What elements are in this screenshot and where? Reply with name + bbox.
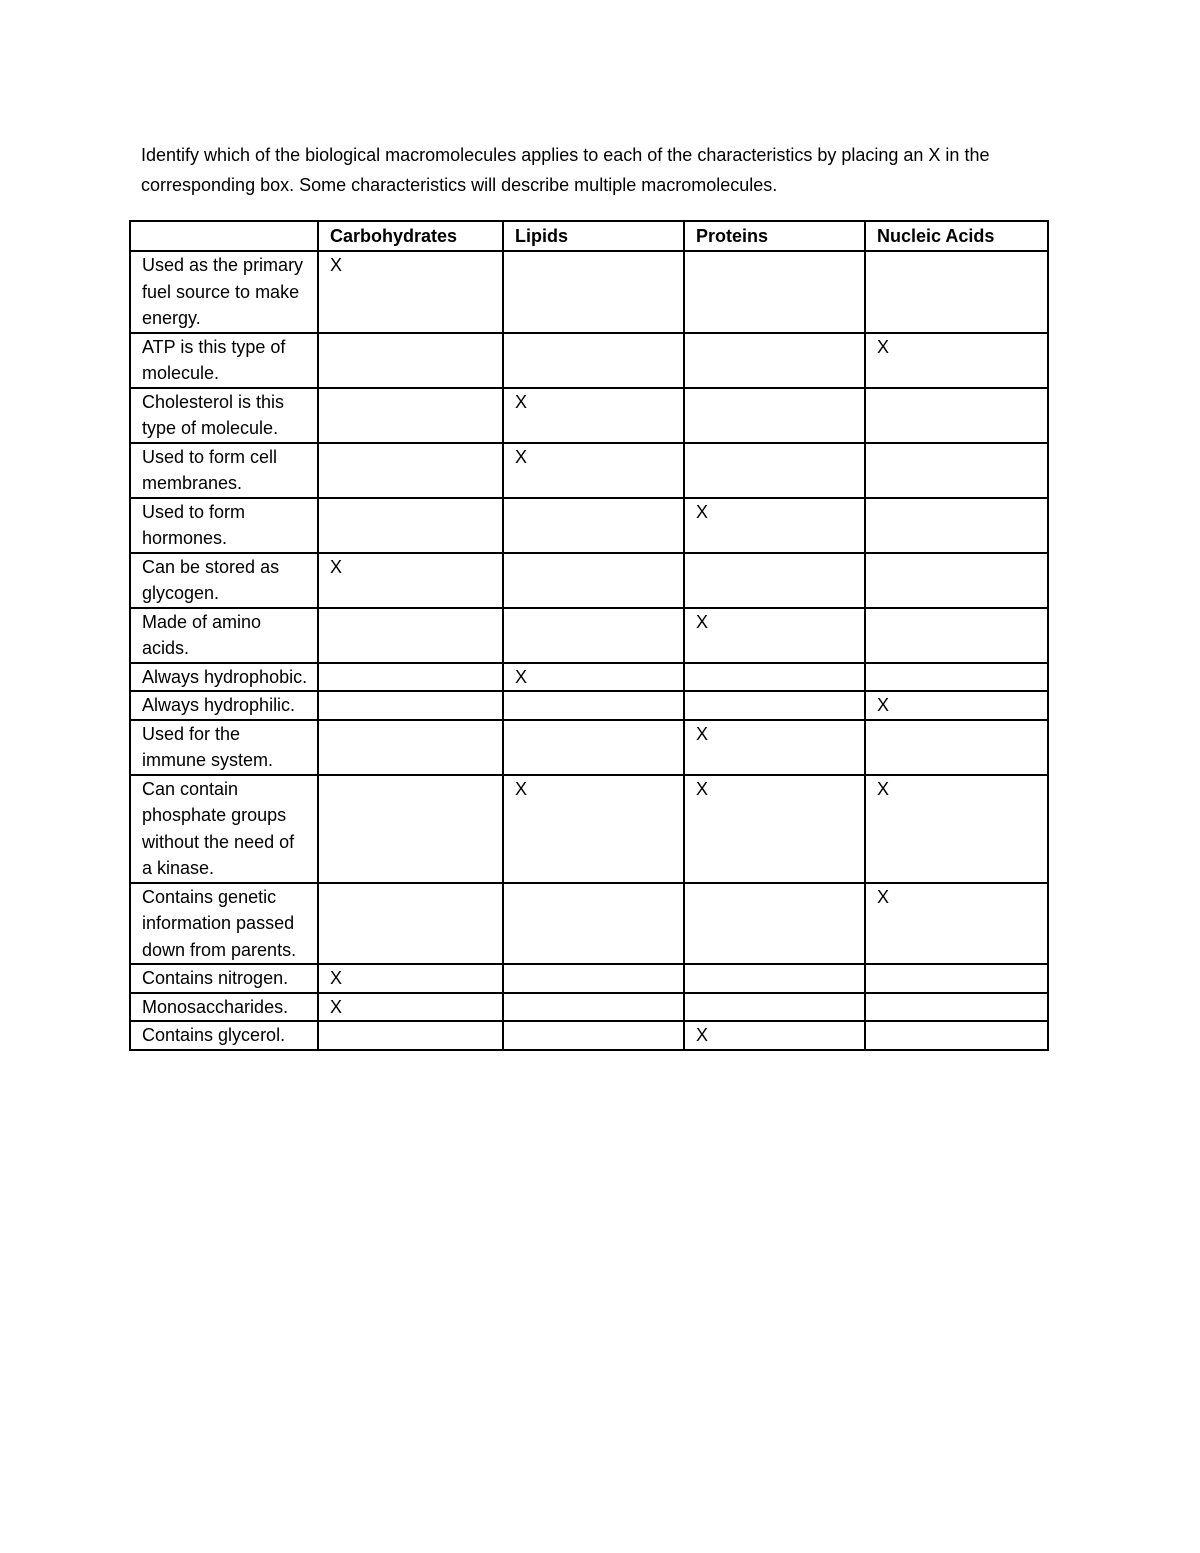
mark-cell-proteins: X: [684, 1021, 865, 1050]
table-row: [130, 964, 1048, 993]
mark-cell-lipids: [503, 608, 684, 663]
mark-cell-proteins: [684, 964, 865, 993]
mark-cell-carbohydrates: [318, 691, 503, 720]
mark-cell-proteins: X: [684, 498, 865, 553]
mark-cell-proteins: [684, 993, 865, 1022]
header-proteins: Proteins: [684, 221, 865, 251]
table-row: [130, 775, 1048, 883]
mark-cell-proteins: [684, 663, 865, 692]
instructions-text: Identify which of the biological macromolecules applies to each of the characteristics by placing an X in the corresponding box. Some characteristics will describe multiple macromolecules.: [141, 145, 990, 195]
mark-cell-nucleic-acids: X: [865, 691, 1048, 720]
mark-cell-nucleic-acids: [865, 608, 1048, 663]
mark-cell-proteins: X: [684, 720, 865, 775]
table-row: [130, 251, 1048, 333]
header-lipids: Lipids: [503, 221, 684, 251]
mark-cell-carbohydrates: [318, 608, 503, 663]
characteristic-cell: Can be stored as glycogen.: [130, 553, 318, 608]
table-row: [130, 443, 1048, 498]
mark-cell-carbohydrates: [318, 663, 503, 692]
table-row: [130, 883, 1048, 965]
mark-cell-proteins: [684, 691, 865, 720]
mark-cell-lipids: [503, 553, 684, 608]
mark-cell-carbohydrates: [318, 775, 503, 883]
table-row: [130, 553, 1048, 608]
mark-cell-proteins: [684, 443, 865, 498]
mark-cell-lipids: [503, 883, 684, 965]
mark-cell-nucleic-acids: X: [865, 775, 1048, 883]
mark-cell-lipids: [503, 1021, 684, 1050]
mark-cell-carbohydrates: [318, 720, 503, 775]
header-row: [130, 221, 1048, 251]
characteristic-cell: Made of amino acids.: [130, 608, 318, 663]
mark-cell-nucleic-acids: [865, 964, 1048, 993]
table-row: [130, 993, 1048, 1022]
header-blank: [130, 221, 318, 251]
characteristic-cell: Always hydrophilic.: [130, 691, 318, 720]
table-row: [130, 388, 1048, 443]
mark-cell-nucleic-acids: [865, 993, 1048, 1022]
mark-cell-proteins: [684, 553, 865, 608]
table-row: [130, 720, 1048, 775]
mark-cell-nucleic-acids: [865, 1021, 1048, 1050]
characteristic-cell: Used to form hormones.: [130, 498, 318, 553]
characteristic-cell: Contains glycerol.: [130, 1021, 318, 1050]
table-row: [130, 333, 1048, 388]
table-row: [130, 498, 1048, 553]
mark-cell-carbohydrates: [318, 498, 503, 553]
mark-cell-carbohydrates: X: [318, 251, 503, 333]
characteristic-cell: Used for the immune system.: [130, 720, 318, 775]
characteristic-cell: Contains genetic information passed down from parents.: [130, 883, 318, 965]
mark-cell-lipids: [503, 720, 684, 775]
mark-cell-proteins: [684, 333, 865, 388]
mark-cell-lipids: [503, 993, 684, 1022]
mark-cell-nucleic-acids: [865, 663, 1048, 692]
mark-cell-lipids: [503, 333, 684, 388]
mark-cell-proteins: X: [684, 608, 865, 663]
characteristic-cell: Used as the primary fuel source to make energy.: [130, 251, 318, 333]
macromolecule-table: [129, 220, 1049, 1051]
mark-cell-lipids: X: [503, 443, 684, 498]
mark-cell-nucleic-acids: X: [865, 883, 1048, 965]
mark-cell-carbohydrates: [318, 333, 503, 388]
mark-cell-nucleic-acids: [865, 251, 1048, 333]
mark-cell-lipids: X: [503, 663, 684, 692]
mark-cell-carbohydrates: [318, 883, 503, 965]
mark-cell-carbohydrates: [318, 1021, 503, 1050]
characteristic-cell: Can contain phosphate groups without the need of a kinase.: [130, 775, 318, 883]
mark-cell-lipids: [503, 964, 684, 993]
mark-cell-carbohydrates: X: [318, 553, 503, 608]
mark-cell-nucleic-acids: [865, 443, 1048, 498]
mark-cell-nucleic-acids: X: [865, 333, 1048, 388]
characteristic-cell: Used to form cell membranes.: [130, 443, 318, 498]
table-row: [130, 691, 1048, 720]
mark-cell-carbohydrates: X: [318, 993, 503, 1022]
table-row: [130, 1021, 1048, 1050]
mark-cell-lipids: [503, 691, 684, 720]
mark-cell-carbohydrates: X: [318, 964, 503, 993]
mark-cell-nucleic-acids: [865, 720, 1048, 775]
characteristic-cell: Always hydrophobic.: [130, 663, 318, 692]
mark-cell-proteins: [684, 251, 865, 333]
characteristic-cell: Contains nitrogen.: [130, 964, 318, 993]
header-carbohydrates: Carbohydrates: [318, 221, 503, 251]
mark-cell-lipids: [503, 498, 684, 553]
mark-cell-lipids: [503, 251, 684, 333]
mark-cell-lipids: X: [503, 775, 684, 883]
table-row: [130, 663, 1048, 692]
mark-cell-carbohydrates: [318, 443, 503, 498]
header-nucleic-acids: Nucleic Acids: [865, 221, 1048, 251]
mark-cell-nucleic-acids: [865, 553, 1048, 608]
mark-cell-nucleic-acids: [865, 388, 1048, 443]
characteristic-cell: ATP is this type of molecule.: [130, 333, 318, 388]
mark-cell-lipids: X: [503, 388, 684, 443]
mark-cell-carbohydrates: [318, 388, 503, 443]
mark-cell-proteins: [684, 388, 865, 443]
table-row: [130, 608, 1048, 663]
characteristic-cell: Cholesterol is this type of molecule.: [130, 388, 318, 443]
mark-cell-proteins: [684, 883, 865, 965]
mark-cell-proteins: X: [684, 775, 865, 883]
characteristic-cell: Monosaccharides.: [130, 993, 318, 1022]
mark-cell-nucleic-acids: [865, 498, 1048, 553]
